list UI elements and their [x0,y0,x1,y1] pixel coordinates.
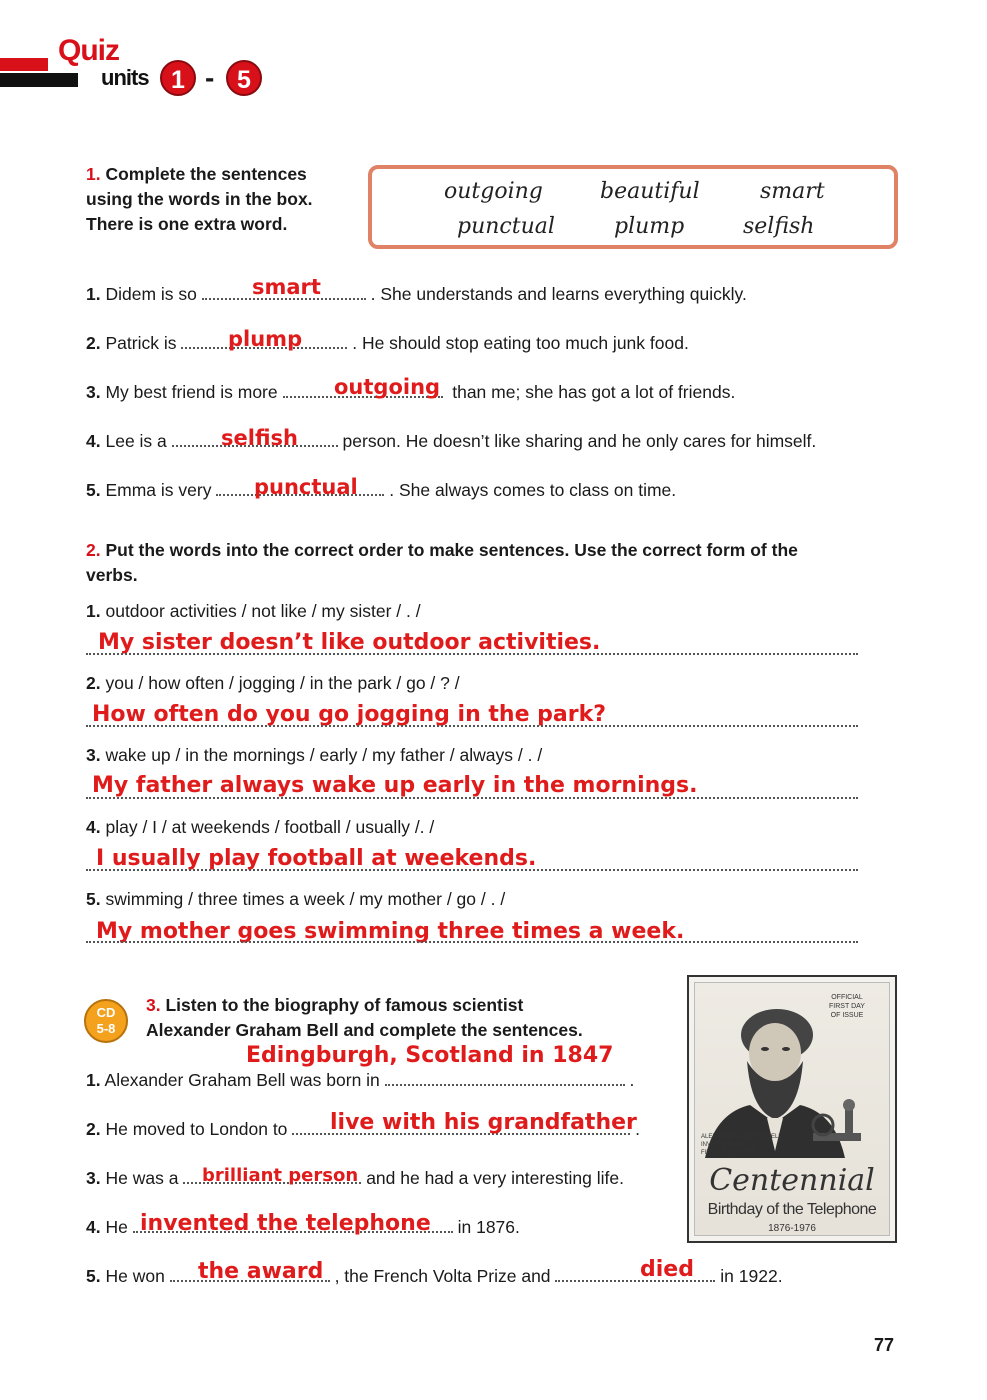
ex1-item: 2. Patrick is . He should stop eating too much junk food. [86,333,689,353]
stamp-birthday: Birthday of the Telephone [707,1201,877,1218]
ex3-item: 5. He won , the French Volta Prize and in 1922. [86,1266,783,1286]
ex2-prompt: 2. you / how often / jogging / in the park / go / ? / [86,673,460,693]
ex3-number: 3. [146,995,161,1015]
ex3-answer: died [640,1257,694,1282]
unit-range-dash: - [205,62,215,93]
ex3-answer: brilliant person [202,1165,359,1186]
ex3-item: 3. He was a and he had a very interesting life. [86,1168,624,1188]
ex3-answer: the award [198,1259,324,1284]
ex1-answer: punctual [254,475,358,499]
ex3-answer: live with his grandfather [330,1110,637,1135]
ex2-answer: My father always wake up early in the mornings. [92,773,698,798]
ex1-item: 5. Emma is very . She always comes to class on time. [86,480,677,500]
answer-line[interactable] [86,725,858,727]
stamp-issue-label: OFFICIAL FIRST DAY OF ISSUE [829,994,865,1019]
answer-line[interactable] [86,869,858,871]
header-black-bar [0,73,78,87]
cd-icon: CD 5-8 [84,999,128,1043]
ex2-prompt: 3. wake up / in the mornings / early / my father / always / . / [86,745,543,765]
ex2-answer: My mother goes swimming three times a week. [96,919,685,944]
word-option: outgoing [444,179,543,204]
ex2-answer: How often do you go jogging in the park? [92,702,606,727]
ex3-item: 4. He in 1876. [86,1217,520,1237]
ex1-answer: selfish [221,426,298,450]
word-option: plump [614,214,685,239]
word-option: beautiful [600,179,700,204]
ex2-answer: My sister doesn’t like outdoor activities. [98,630,601,655]
word-option: smart [760,179,825,204]
ex1-answer: plump [228,327,303,351]
ex1-number: 1. [86,164,101,184]
ex2-instruction: 2. Put the words into the correct order to make sentences. Use the correct form of the verbs. [86,540,798,585]
ex1-instruction: 1. Complete the sentences using the words in the box. There is one extra word. [86,164,313,234]
stamp-centennial: Centennial [709,1163,875,1198]
stamp-caption: ALEXANDER GRAHAM BELL INVENTOR OF FIRST TELEPHONE [701,1134,782,1156]
ex3-answer: invented the telephone [140,1211,431,1236]
telephone-centennial-stamp [687,975,897,1243]
answer-line[interactable] [86,797,858,799]
ex3-item: 1. Alexander Graham Bell was born in . [86,1070,635,1090]
units-label: units [101,65,149,90]
page-number: 77 [874,1335,895,1355]
ex3-instruction: 3. Listen to the biography of famous scientist Alexander Graham Bell and complete the sentences. [146,995,583,1040]
ex1-item: 4. Lee is a person. He doesn’t like sharing and he only cares for himself. [86,431,817,451]
word-option: punctual [457,214,555,239]
unit-start-badge: 1 [160,60,196,96]
bell-portrait-icon [695,983,890,1236]
answer-blank[interactable] [385,1072,625,1086]
unit-end-badge: 5 [226,60,262,96]
ex2-prompt: 5. swimming / three times a week / my mother / go / . / [86,889,506,909]
stamp-picture [694,982,890,1236]
stamp-years: 1876-1976 [768,1223,816,1234]
header-red-bar [0,58,48,71]
ex2-answer: I usually play football at weekends. [96,846,537,871]
ex3-answer: Edingburgh, Scotland in 1847 [246,1043,614,1068]
word-box [368,165,898,249]
answer-line[interactable] [86,653,858,655]
ex1-item: 3. My best friend is more than me; she has got a lot of friends. [86,382,736,402]
answer-line[interactable] [86,941,858,943]
ex1-item: 1. Didem is so . She understands and learns everything quickly. [86,284,747,304]
word-option: selfish [743,214,815,239]
ex3-item: 2. He moved to London to . [86,1119,641,1139]
ex1-answer: smart [252,275,321,299]
ex2-prompt: 4. play / I / at weekends / football / usually /. / [86,817,435,837]
quiz-title: Quiz [58,34,119,67]
ex2-number: 2. [86,540,101,560]
ex2-prompt: 1. outdoor activities / not like / my sister / . / [86,601,421,621]
ex1-answer: outgoing [334,375,441,399]
